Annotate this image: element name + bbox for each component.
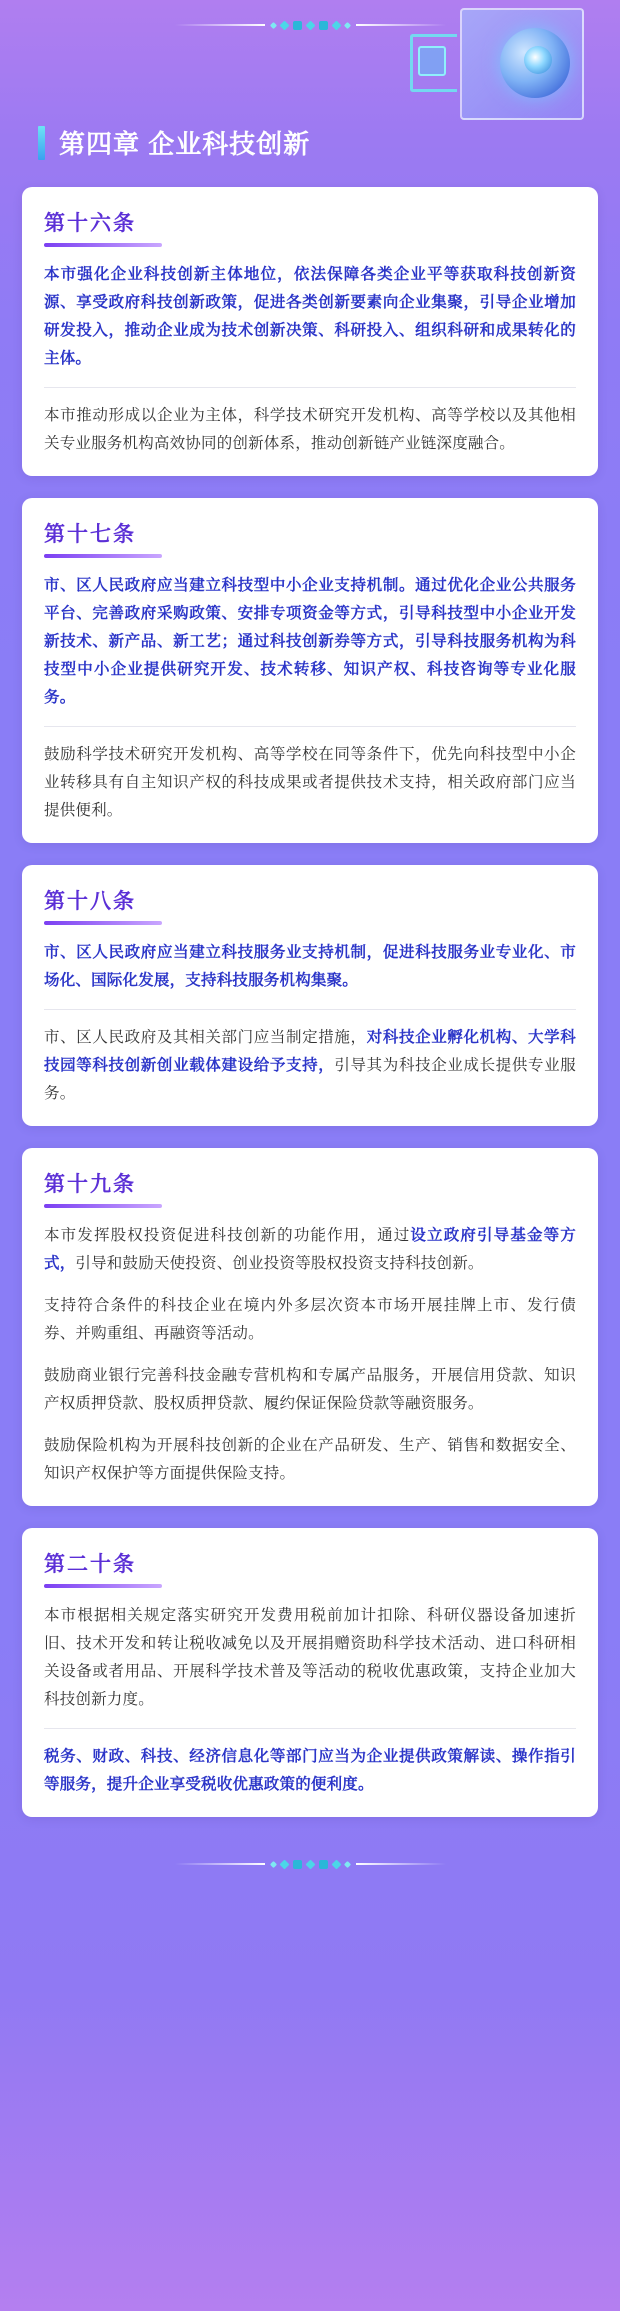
paragraph-lead: 本市发挥股权投资促进科技创新的功能作用，通过 [44, 1227, 411, 1244]
deco-dots [265, 21, 356, 30]
article-paragraph: 支持符合条件的科技企业在境内外多层次资本市场开展挂牌上市、发行债券、并购重组、再融资等活动。 [44, 1297, 576, 1342]
article-card [22, 498, 598, 843]
deco-rail-right [356, 1863, 446, 1865]
chapter-accent-bar [38, 126, 45, 160]
deco-dot-icon [279, 1859, 289, 1869]
article-card [22, 1148, 598, 1506]
chapter-title: 第四章 企业科技创新 [59, 129, 311, 159]
deco-rail-left [175, 1863, 265, 1865]
article-paragraph: 本市根据相关规定落实研究开发费用税前加计扣除、科研仪器设备加速折旧、技术开发和转让税收减免以及开展捐赠资助科学技术活动、进口科研相关设备或者用品、开展科学技术普及等活动的税收优惠政策，支持企业加大科技创新力度。 [44, 1607, 576, 1708]
paragraph-highlight: 设立政府引导基金等方式， [44, 1227, 576, 1272]
article-card [22, 1528, 598, 1817]
heading-underline [44, 1204, 162, 1208]
deco-square-icon [293, 21, 302, 30]
top-decoration [0, 0, 620, 120]
deco-dot-icon [305, 20, 315, 30]
hero-chip-icon [418, 46, 446, 76]
article-card [22, 865, 598, 1126]
paragraph-divider [44, 726, 576, 727]
article-paragraph: 本市强化企业科技创新主体地位，依法保障各类企业平等获取科技创新资源、享受政府科技创新政策，促进各类创新要素向企业集聚，引导企业增加研发投入，推动企业成为技术创新决策、科研投入、组织科研和成果转化的主体。 [44, 266, 576, 367]
deco-square-icon [319, 21, 328, 30]
deco-square-icon [319, 1860, 328, 1869]
deco-dot-icon [279, 20, 289, 30]
article-paragraph: 鼓励保险机构为开展科技创新的企业在产品研发、生产、销售和数据安全、知识产权保护等方面提供保险支持。 [44, 1437, 576, 1482]
article-heading: 第十九条 [44, 1173, 136, 1196]
article-paragraph [44, 1024, 576, 1108]
deco-dot-icon [331, 1859, 341, 1869]
deco-dot-icon [269, 21, 276, 28]
deco-dot-icon [305, 1859, 315, 1869]
article-paragraph: 鼓励科学技术研究开发机构、高等学校在同等条件下，优先向科技型中小企业转移具有自主知识产权的科技成果或者提供技术支持，相关政府部门应当提供便利。 [44, 746, 576, 819]
article-heading: 第十八条 [44, 890, 136, 913]
article-card [22, 187, 598, 476]
heading-underline [44, 243, 162, 247]
decorative-line-bottom [0, 1857, 620, 1871]
paragraph-divider [44, 387, 576, 388]
article-paragraph: 本市推动形成以企业为主体，科学技术研究开发机构、高等学校以及其他相关专业服务机构高效协同的创新体系，推动创新链产业链深度融合。 [44, 407, 576, 452]
article-heading: 第二十条 [44, 1553, 136, 1576]
article-paragraph: 市、区人民政府应当建立科技服务业支持机制，促进科技服务业专业化、市场化、国际化发展，支持科技服务机构集聚。 [44, 944, 576, 989]
bottom-decoration [0, 1839, 620, 1879]
paragraph-divider [44, 1728, 576, 1729]
article-paragraph: 鼓励商业银行完善科技金融专营机构和专属产品服务，开展信用贷款、知识产权质押贷款、股权质押贷款、履约保证保险贷款等融资服务。 [44, 1367, 576, 1412]
paragraph-lead: 市、区人民政府及其相关部门应当制定措施， [44, 1029, 367, 1046]
deco-square-icon [293, 1860, 302, 1869]
article-paragraph [44, 1222, 576, 1278]
article-paragraph: 税务、财政、科技、经济信息化等部门应当为企业提供政策解读、操作指引等服务，提升企业享受税收优惠政策的便利度。 [44, 1748, 576, 1793]
deco-rail-left [175, 24, 265, 26]
heading-underline [44, 554, 162, 558]
deco-dot-icon [343, 21, 350, 28]
heading-underline [44, 1584, 162, 1588]
article-heading: 第十六条 [44, 212, 136, 235]
hero-eye-pupil-icon [524, 46, 552, 74]
article-heading: 第十七条 [44, 523, 136, 546]
hero-illustration [392, 0, 592, 130]
paragraph-tail: 引导和鼓励天使投资、创业投资等股权投资支持科技创新。 [75, 1255, 484, 1272]
paragraph-highlight: 对科技企业孵化机构、大学科技园等科技创新创业载体建设给予支持， [44, 1029, 576, 1074]
deco-dot-icon [343, 1860, 350, 1867]
deco-dots [265, 1860, 356, 1869]
heading-underline [44, 921, 162, 925]
paragraph-divider [44, 1009, 576, 1010]
paragraph-tail: 引导其为科技企业成长提供专业服务。 [44, 1057, 576, 1102]
deco-dot-icon [331, 20, 341, 30]
article-paragraph: 市、区人民政府应当建立科技型中小企业支持机制。通过优化企业公共服务平台、完善政府采购政策、安排专项资金等方式，引导科技型中小企业开发新技术、新产品、新工艺；通过科技创新券等方式，引导科技服务机构为科技型中小企业提供研究开发、技术转移、知识产权、科技咨询等专业化服务。 [44, 577, 576, 706]
deco-dot-icon [269, 1860, 276, 1867]
